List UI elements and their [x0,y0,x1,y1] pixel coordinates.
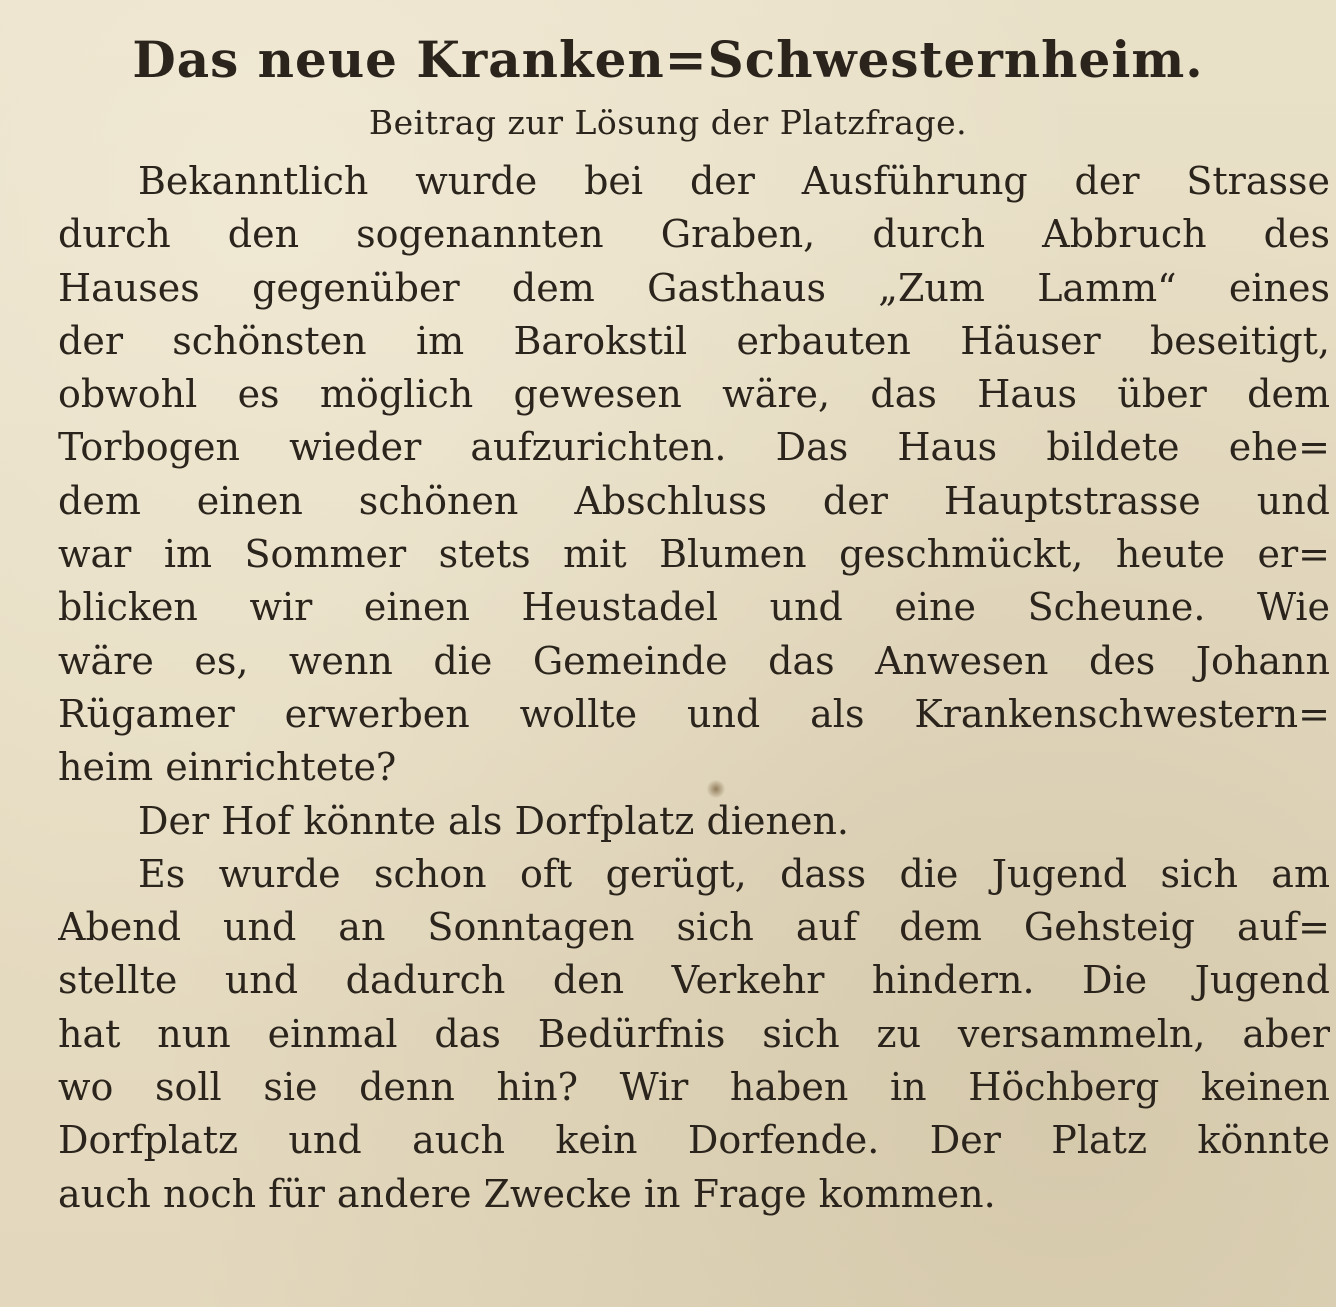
text-line: Der Hof könnte als Dorfplatz dienen. [138,798,849,843]
text-line: Rügamer erwerben wollte und als Krankenschwestern= [58,691,1330,736]
text-line: auch noch für andere Zwecke in Frage kommen. [58,1171,996,1216]
article-title: Das neue Kranken=Schwesternheim. [132,30,1204,89]
text-line: Dorfplatz und auch kein Dorfende. Der Platz könnte [58,1118,1330,1163]
text-line: blicken wir einen Heustadel und eine Scheune. Wie [58,585,1330,630]
text-line: wo soll sie denn hin? Wir haben in Höchberg keinen [58,1065,1330,1110]
text-line: der schönsten im Barokstil erbauten Häuser beseitigt, [58,318,1330,363]
text-line: war im Sommer stets mit Blumen geschmückt, heute er= [58,532,1330,577]
text-line: Abend und an Sonntagen sich auf dem Gehsteig auf= [58,905,1330,950]
article-subtitle: Beitrag zur Lösung der Platzfrage. [368,103,968,142]
text-line: durch den sogenannten Graben, durch Abbruch des [58,212,1330,257]
article-body [58,155,1330,1221]
text-line: Hauses gegenüber dem Gasthaus „Zum Lamm“ eines [58,265,1330,310]
text-line: Bekanntlich wurde bei der Ausführung der Strasse [138,159,1330,203]
text-line: dem einen schönen Abschluss der Hauptstrasse und [58,478,1330,523]
text-line: Es wurde schon oft gerügt, dass die Jugend sich am [138,851,1330,896]
text-line: heim einrichtete? [58,745,397,790]
paper-stain [706,780,726,798]
text-line: stellte und dadurch den Verkehr hindern. Die Jugend [58,958,1330,1003]
text-line: wäre es, wenn die Gemeinde das Anwesen des Johann [58,638,1330,683]
text-line: hat nun einmal das Bedürfnis sich zu versammeln, aber [58,1011,1330,1056]
text-line: obwohl es möglich gewesen wäre, das Haus über dem [58,372,1330,417]
text-line: Torbogen wieder aufzurichten. Das Haus bildete ehe= [58,425,1330,470]
